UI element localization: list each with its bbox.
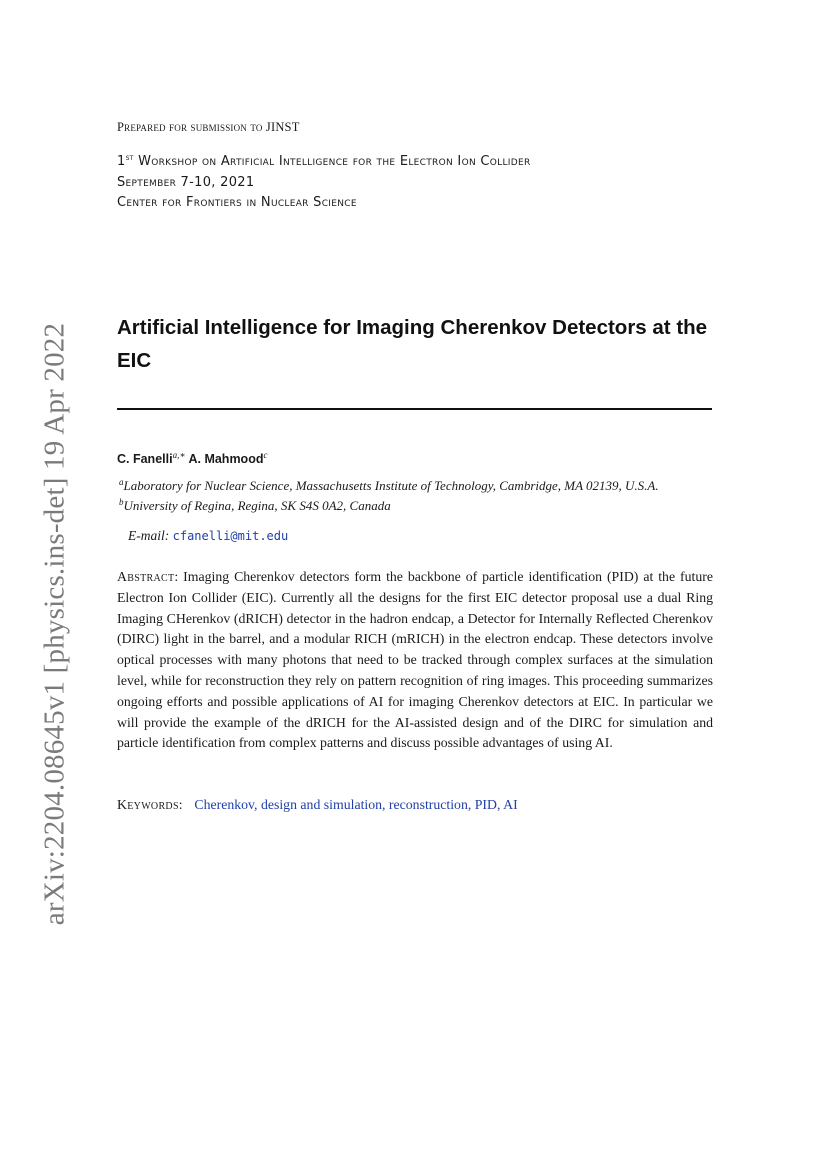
affiliation-text: University of Regina, Regina, SK S4S 0A2, Canada	[123, 498, 391, 513]
author-affiliation-marks: c	[263, 450, 268, 460]
email-label: E-mail:	[128, 528, 170, 543]
affiliation-text: Laboratory for Nuclear Science, Massachusetts Institute of Technology, Cambridge, MA 02139, U.S.A.	[123, 478, 659, 493]
email-link[interactable]: cfanelli@mit.edu	[172, 529, 289, 543]
keywords	[117, 797, 518, 813]
keywords-links[interactable]: Cherenkov, design and simulation, reconstruction, PID, AI	[194, 797, 518, 812]
workshop-ordinal-suffix: st	[125, 153, 134, 162]
abstract-text: Imaging Cherenkov detectors form the backbone of particle identification (PID) at the future Electron Ion Collider (EIC). Currently all the designs for the first EIC detector proposal use a dual Ring Imaging CHerenkov (dRICH) detector in the hadron endcap, a Detector for Internally Reflected Cherenkov (DIRC) light in the barrel, and a modular RICH (mRICH) in the electron endcap. These detectors involve optical processes with many photons that need to be tracked through complex surfaces at the simulation level, while for reconstruction they rely on pattern recognition of ring images. This proceeding summarizes ongoing efforts and possible applications of AI for imaging Cherenkov detectors at EIC. In particular we will provide the example of the dRICH for the AI-assisted design and of the DIRC for simulation and particle identification from complex patterns and discuss possible advantages of using AI.	[117, 569, 713, 751]
abstract: Abstract: Imaging Cherenkov detectors form the backbone of particle identification (PID) at the future Electron Ion Collider (EIC). Currently all the designs for the first EIC detector proposal use a dual Ring Imaging CHerenkov (dRICH) detector in the hadron endcap, a Detector for Internally Reflected Cherenkov (DIRC) light in the barrel, and a modular RICH (mRICH) in the electron endcap. These detectors involve optical processes with many photons that need to be tracked through complex surfaces at the simulation level, while for reconstruction they rely on pattern recognition of ring images. This proceeding summarizes ongoing efforts and possible applications of AI for imaging Cherenkov detectors at EIC. In particular we will provide the example of the dRICH for the AI-assisted design and of the DIRC for simulation and particle identification from complex patterns and discuss possible advantages of using AI.	[117, 569, 713, 751]
workshop-dates: September 7-10, 2021	[117, 174, 255, 190]
author-affiliation-marks: a,∗	[172, 450, 186, 460]
workshop-name: Workshop on Artificial Intelligence for the Electron Ion Collider	[138, 154, 531, 169]
workshop-venue: Center for Frontiers in Nuclear Science	[117, 195, 357, 210]
affiliation-mark: b	[119, 497, 124, 507]
author-name: C. Fanelli	[117, 452, 173, 466]
author-list	[117, 450, 267, 466]
abstract-label: Abstract	[117, 569, 175, 584]
workshop-ordinal: 1	[117, 154, 126, 169]
keywords-label: Keywords:	[117, 797, 183, 812]
workshop-line	[117, 148, 531, 173]
title-rule	[117, 408, 712, 410]
affiliation-mark: a	[119, 477, 124, 487]
arxiv-identifier-stamp[interactable]: arXiv:2204.08645v1 [physics.ins-det] 19 Apr 2022	[38, 322, 71, 926]
contact-email	[128, 528, 288, 544]
paper-title: Artificial Intelligence for Imaging Cherenkov Detectors at the EIC	[117, 316, 708, 372]
author-name: A. Mahmood	[188, 452, 264, 466]
workshop-info	[117, 148, 531, 214]
submission-note: Prepared for submission to JINST	[117, 120, 300, 134]
affiliation	[119, 497, 391, 514]
affiliation	[119, 477, 659, 494]
